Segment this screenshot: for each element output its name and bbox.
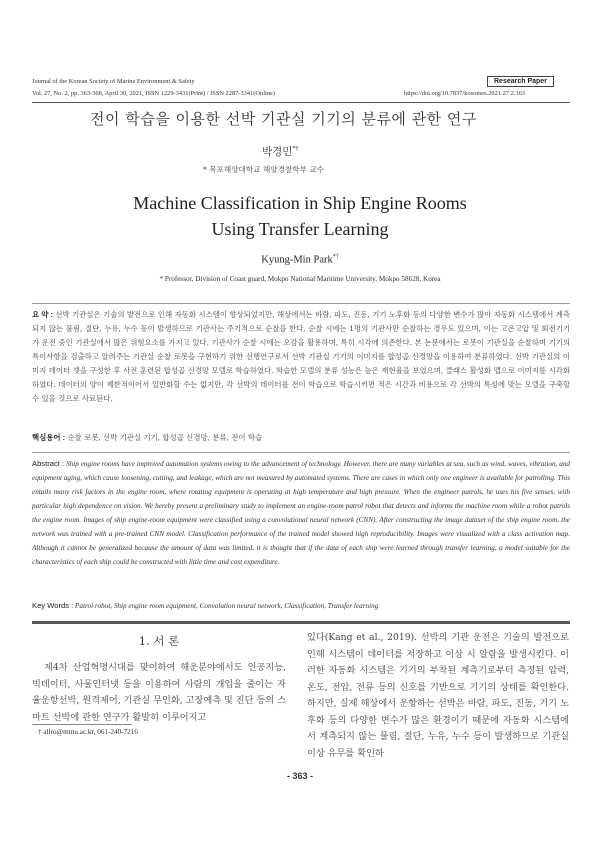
abstract-english-text: Ship engine rooms have improved automation systems owing to the advancement of technology. However, there are many variables at sea, such as wind, waves, vibration, and equipment aging, which cause loosening, cutting, and leakage, which are not measured by automated systems. There are cases in which only one engineer is available for patrolling. This entails many risk factors in the engine room, where rotating equipment is operating at high temperature and high pressure. When the engineer patrols, he uses his five senses, with particular high dependence on vision. We hereby present a preliminary study to implement an engine-room patrol robot that detects and informs the machine room while a robot patrols the engine room. Images of ship engine-room equipment were classified using a convolutional neural network (CNN). After constructing the image dataset of the ship engine room, the network was trained with a pre-trained CNN model. Classification performance of the trained model showed high reproducibility. Images were visualized with a class activation map. Although it cannot be generalized because the amount of data was limited, it is thought that if the data of each ship were learned through transfer learning, a model suitable for the characteristics of each ship could be constructed with little time and cost expenditure. <box>32 460 571 566</box>
keywords-english-text: Patrol robot, Ship engine room equipment, Convolution neural network, Classification, Transfer learning <box>75 602 379 610</box>
footnote-mark: † <box>38 728 42 736</box>
affiliation-english: * Professor, Division of Coast guard, Mokpo National Maritime University, Mokpo 58628, Korea <box>159 275 441 283</box>
keywords-korean-label: 핵심용어 : <box>32 433 66 442</box>
volume-info: Vol. 27, No. 2, pp. 363-368, April 30, 2021, ISSN 1229-3431(Print) / ISSN 2287-3341(Online) <box>32 90 275 97</box>
author-korean <box>262 144 298 159</box>
abstract-top-rule <box>32 303 570 304</box>
section-divider-bar <box>32 621 570 624</box>
abstract-mid-rule <box>32 452 570 453</box>
author-english-mark: *† <box>332 254 339 260</box>
author-english-name: Kyung-Min Park <box>261 254 333 266</box>
corresponding-author-footnote <box>38 728 138 736</box>
title-english-line1: Machine Classification in Ship Engine Rooms <box>133 193 467 213</box>
author-korean-mark: *† <box>292 145 299 153</box>
author-english <box>0 254 600 266</box>
intro-paragraph-left: 제4차 산업혁명시대를 맞이하여 해운분야에서도 인공지능, 빅데이터, 사물인터넷 등을 이용하여 사람의 개입을 줄이는 자율운항선박, 원격제어, 기관실 무인화, 고장예측 및 진단 등의 스마트 선박에 관한 연구가 활발히 이루어지고 <box>32 662 287 723</box>
doi-link[interactable]: https://doi.org/10.7837/kosomes.2021.27.2.363 <box>404 90 525 97</box>
footnote-rule <box>32 724 132 725</box>
affiliation-korean: * 목포해양대학교 해양경찰학부 교수 <box>203 165 325 174</box>
title-english-line2: Using Transfer Learning <box>211 219 389 239</box>
abstract-korean-text: 선박 기관실은 기술의 발전으로 인해 자동화 시스템이 향상되었지만, 해상에서는 바람, 파도, 진동, 기기 노후화 등의 다양한 변수가 많아 자동화 시스템에서 계측되지 않는 풀림, 절단, 누유, 누수 등이 발생하므로 기관사는 주기적으로 순찰을 한다. 순찰 시에는 1명의 기관사만 순찰하는 경우도 있으며, 이는 고온고압 및 회전기기가 운전 중인 기관실에서 많은 위험요소를 가지고 있다. 기관사가 순찰 시에는 오감을 활용하며, 특히 시각에 의존한다. 본 논문에서는 로봇이 기관실을 순찰하며 기기의 특이사항을 검출하고 알려주는 기관실 순찰 로봇을 구현하기 위한 선행연구로서 선박 기관실 기기의 이미지를 합성곱 신경망을 이용하여 분류하였다. 선박 기관실의 이미지 데이터 셋을 구성한 후 사전 훈련된 합성곱 신경망 모델로 학습하였다. 학습한 모델의 분류 성능은 높은 재현율을 보였으며, 클래스 활성화 맵으로 이미지를 시각화 하였다. 데이터의 양이 제한적이어서 일반화할 수는 없지만, 각 선박의 데이터를 전이 학습으로 학습시키면 적은 시간과 비용으로 각 선박의 특성에 맞는 모델을 구축할 수 있을 것으로 사료된다. <box>32 310 570 403</box>
journal-name: Journal of the Korean Society of Marine Environment & Safety <box>32 78 195 85</box>
keywords-korean <box>32 431 570 445</box>
abstract-english-label: Abstract : <box>32 459 65 468</box>
title-korean: 전이 학습을 이용한 선박 기관실 기기의 분류에 관한 연구 <box>90 110 477 128</box>
keywords-english <box>32 599 570 613</box>
section-title-introduction: 1. 서 론 <box>138 634 180 648</box>
keywords-english-label: Key Words : <box>32 601 74 610</box>
abstract-korean <box>32 308 570 406</box>
page-number: - 363 - <box>286 771 313 781</box>
intro-paragraph-right: 있다(Kang et al., 2019). 선박의 기관 운전은 기술의 발전으로 인해 시스템이 데이터를 저장하고 이상 시 알람을 발생시킨다. 이러한 자동화 시스템은 기기의 부착된 계측기로부터 측정된 압력, 온도, 전압, 전류 등의 신호를 기반으로 기기의 상태를 확인한다. 하지만, 실제 해상에서 운항하는 선박은 바람, 파도, 진동, 기기 노후화 등의 다양한 변수가 많은 환경이기 때문에 자동화 시스템에서 계측되지 않는 풀림, 절단, 누유, 누수 등이 발생하므로 기관실 이상 유무를 확인하 <box>307 632 569 759</box>
abstract-korean-label: 요 약 : <box>32 310 53 319</box>
research-paper-badge: Research Paper <box>487 76 554 87</box>
footnote-email: allro@mmu.ac.kr, 061-240-7216 <box>43 728 138 736</box>
keywords-korean-text: 순찰 로봇, 선박 기관실 기기, 합성곱 신경망, 분류, 전이 학습 <box>67 433 263 442</box>
author-korean-name: 박경민 <box>262 146 293 158</box>
abstract-english <box>32 457 570 569</box>
header-rule <box>32 102 570 103</box>
